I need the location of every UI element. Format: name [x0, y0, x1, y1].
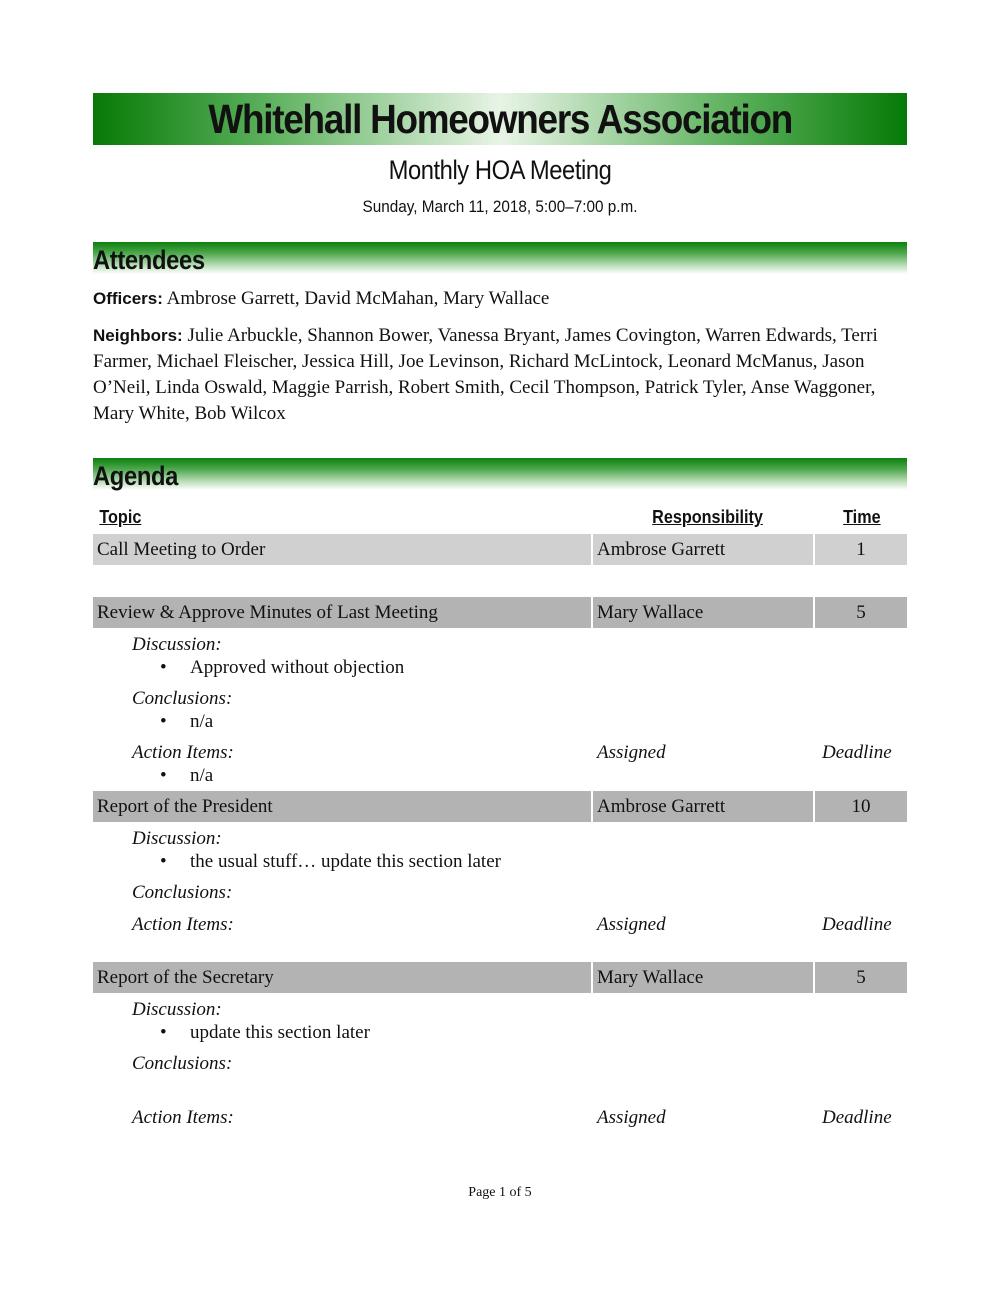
- agenda-time: 5: [815, 962, 907, 993]
- agenda-responsible: Mary Wallace: [593, 597, 813, 628]
- officers-paragraph: [93, 286, 909, 312]
- agenda-row: [93, 791, 907, 822]
- deadline-label: Deadline: [822, 1107, 892, 1128]
- neighbors-line: O’Neil, Linda Oswald, Maggie Parrish, Robert Smith, Cecil Thompson, Patrick Tyler, Anse Waggoner,: [93, 377, 876, 398]
- discussion-bullet: [160, 850, 501, 874]
- conclusions-label: Conclusions:: [132, 882, 233, 903]
- officers-list: Ambrose Garrett, David McMahan, Mary Wallace: [166, 288, 550, 309]
- discussion-text: update this section later: [190, 1022, 370, 1043]
- document-title: Whitehall Homeowners Association: [208, 95, 792, 142]
- assigned-label: Assigned: [597, 1107, 666, 1128]
- conclusions-text: n/a: [190, 711, 214, 732]
- deadline-label: Deadline: [822, 742, 892, 763]
- meeting-date: Sunday, March 11, 2018, 5:00–7:00 p.m.: [362, 197, 638, 216]
- bullet-icon: •: [160, 657, 167, 678]
- agenda-time: 1: [815, 534, 907, 565]
- agenda-responsible: Ambrose Garrett: [593, 791, 813, 822]
- neighbors-line: Farmer, Michael Fleischer, Jessica Hill, Joe Levinson, Richard McLintock, Leonard McManus, Jason: [93, 351, 865, 372]
- agenda-topic: Report of the President: [93, 791, 591, 822]
- action-items-bullet: [160, 764, 213, 788]
- discussion-label: Discussion:: [132, 634, 222, 655]
- agenda-time: 5: [815, 597, 907, 628]
- topic-column-header: Topic: [99, 507, 142, 527]
- bullet-icon: •: [160, 765, 167, 786]
- responsibility-column-header: Responsibility: [652, 507, 763, 527]
- agenda-responsible: Mary Wallace: [593, 962, 813, 993]
- attendees-heading: Attendees: [93, 245, 205, 275]
- time-column-header: Time: [843, 507, 881, 527]
- agenda-topic: Review & Approve Minutes of Last Meeting: [93, 597, 591, 628]
- officers-label: Officers:: [93, 289, 163, 308]
- agenda-responsible: Ambrose Garrett: [593, 534, 813, 565]
- meeting-subtitle: Monthly HOA Meeting: [388, 155, 612, 185]
- discussion-text: Approved without objection: [190, 657, 405, 678]
- agenda-time: 10: [815, 791, 907, 822]
- bullet-icon: •: [160, 1022, 167, 1043]
- agenda-row: [93, 962, 907, 993]
- action-items-label: Action Items:: [132, 914, 234, 935]
- conclusions-bullet: [160, 710, 213, 734]
- action-items-label: Action Items:: [132, 742, 234, 763]
- discussion-label: Discussion:: [132, 828, 222, 849]
- discussion-label: Discussion:: [132, 999, 222, 1020]
- bullet-icon: •: [160, 711, 167, 732]
- agenda-section-bar: [93, 458, 907, 490]
- neighbors-line: Mary White, Bob Wilcox: [93, 403, 286, 424]
- assigned-label: Assigned: [597, 914, 666, 935]
- deadline-label: Deadline: [822, 914, 892, 935]
- agenda-heading: Agenda: [93, 461, 179, 491]
- conclusions-label: Conclusions:: [132, 1053, 233, 1074]
- agenda-topic: Report of the Secretary: [93, 962, 591, 993]
- conclusions-label: Conclusions:: [132, 688, 233, 709]
- neighbors-paragraph: [93, 323, 909, 427]
- title-banner: [93, 93, 907, 145]
- neighbors-line: Julie Arbuckle, Shannon Bower, Vanessa Bryant, James Covington, Warren Edwards, Terri: [187, 325, 878, 346]
- agenda-row: [93, 597, 907, 628]
- discussion-text: the usual stuff… update this section later: [190, 851, 501, 872]
- page-number: Page 1 of 5: [468, 1185, 532, 1200]
- neighbors-label: Neighbors:: [93, 326, 183, 345]
- bullet-icon: •: [160, 851, 167, 872]
- action-items-text: n/a: [190, 765, 214, 786]
- attendees-section-bar: [93, 242, 907, 274]
- discussion-bullet: [160, 656, 404, 680]
- agenda-topic: Call Meeting to Order: [93, 534, 591, 565]
- assigned-label: Assigned: [597, 742, 666, 763]
- discussion-bullet: [160, 1021, 370, 1045]
- action-items-label: Action Items:: [132, 1107, 234, 1128]
- agenda-row: [93, 534, 907, 565]
